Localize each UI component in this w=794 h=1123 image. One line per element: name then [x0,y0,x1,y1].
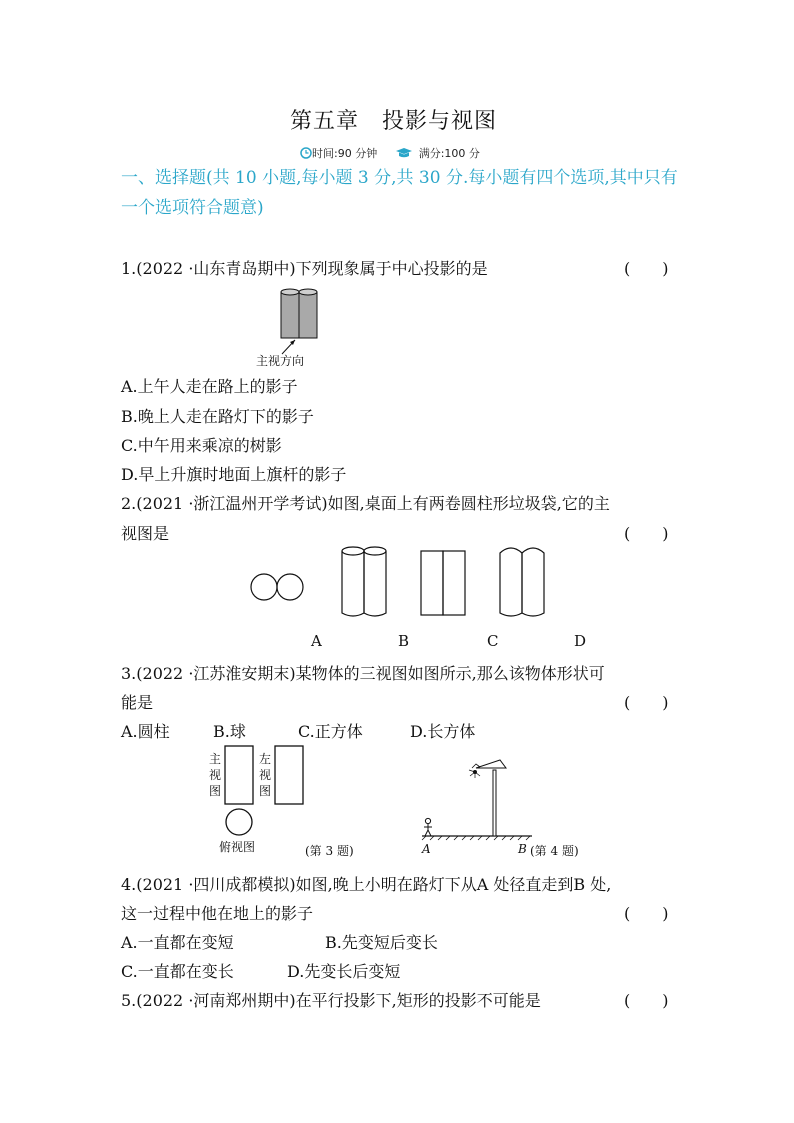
q3-stem-line1: 3.(2022 ·江苏淮安期末)某物体的三视图如图所示,那么该物体形状可 [121,664,605,683]
q4-stem-line2: 这一过程中他在地上的影子 [121,904,314,923]
meta-bar [300,145,480,162]
q2-label-c: C [487,632,499,650]
q1-option-c: C.中午用来乘凉的树影 [121,436,282,455]
q3-option-d: D.长方体 [410,722,476,741]
q1-option-d: D.早上升旗时地面上旗杆的影子 [121,465,347,484]
q2-stem-line2: 视图是 [121,524,170,543]
q4-option-b: B.先变短后变长 [325,933,438,952]
time-label: 时间:90 分钟 [312,147,378,160]
q4-point-b: B [518,842,527,856]
q3-figure [222,744,312,840]
q4-figure-caption: (第 4 题) [530,844,579,858]
q1-answer-paren: ( ) [624,259,669,278]
q2-choice-c-figure [421,551,465,615]
section-heading: 一、选择题(共 10 小题,每小题 3 分,共 30 分.每小题有四个选项,其中只有一个选项符合题意) [121,168,678,218]
q3-option-c: C.正方体 [298,722,363,741]
q2-stem-line1: 2.(2021 ·浙江温州开学考试)如图,桌面上有两卷圆柱形垃圾袋,它的主 [121,494,610,513]
q4-stem-line1: 4.(2021 ·四川成都模拟)如图,晚上小明在路灯下从A 处径直走到B 处, [121,875,612,894]
q3-answer-paren: ( ) [624,693,669,712]
q2-choice-a-figure [251,574,303,600]
q3-figure-caption: (第 3 题) [305,844,354,858]
q4-point-a: A [422,842,431,856]
q2-figures [245,542,555,624]
q4-option-a: A.一直都在变短 [121,933,234,952]
q1-option-b: B.晚上人走在路灯下的影子 [121,407,314,426]
q3-stem-line2: 能是 [121,693,154,712]
clock-icon [300,147,312,162]
q4-answer-paren: ( ) [624,904,669,923]
q5-answer-paren: ( ) [624,991,669,1010]
q3-top-view-label: 俯视图 [219,840,256,854]
q1-stem: 1.(2022 ·山东青岛期中)下列现象属于中心投影的是 [121,259,488,278]
q3-option-a: A.圆柱 [121,722,170,741]
q3-front-view-label: 主视图 [209,752,222,798]
q2-label-b: B [398,632,410,650]
q1-figure-caption: 主视方向 [256,354,305,368]
q2-label-d: D [574,632,587,650]
q3-left-view-label: 左视图 [259,752,272,798]
graduation-cap-icon [395,147,413,162]
score-label: 满分:100 分 [418,147,480,160]
q3-option-b: B.球 [213,722,246,741]
q4-option-d: D.先变长后变短 [287,962,401,981]
q2-label-a: A [311,632,322,650]
page-title: 第五章 投影与视图 [290,109,498,134]
q1-option-a: A.上午人走在路上的影子 [121,377,298,396]
q2-answer-paren: ( ) [624,524,669,543]
q2-choice-d-figure [500,548,544,616]
q4-option-c: C.一直都在变长 [121,962,234,981]
q4-figure [410,758,540,842]
q5-stem: 5.(2022 ·河南郑州期中)在平行投影下,矩形的投影不可能是 [121,991,541,1010]
q2-choice-b-figure [342,547,386,616]
